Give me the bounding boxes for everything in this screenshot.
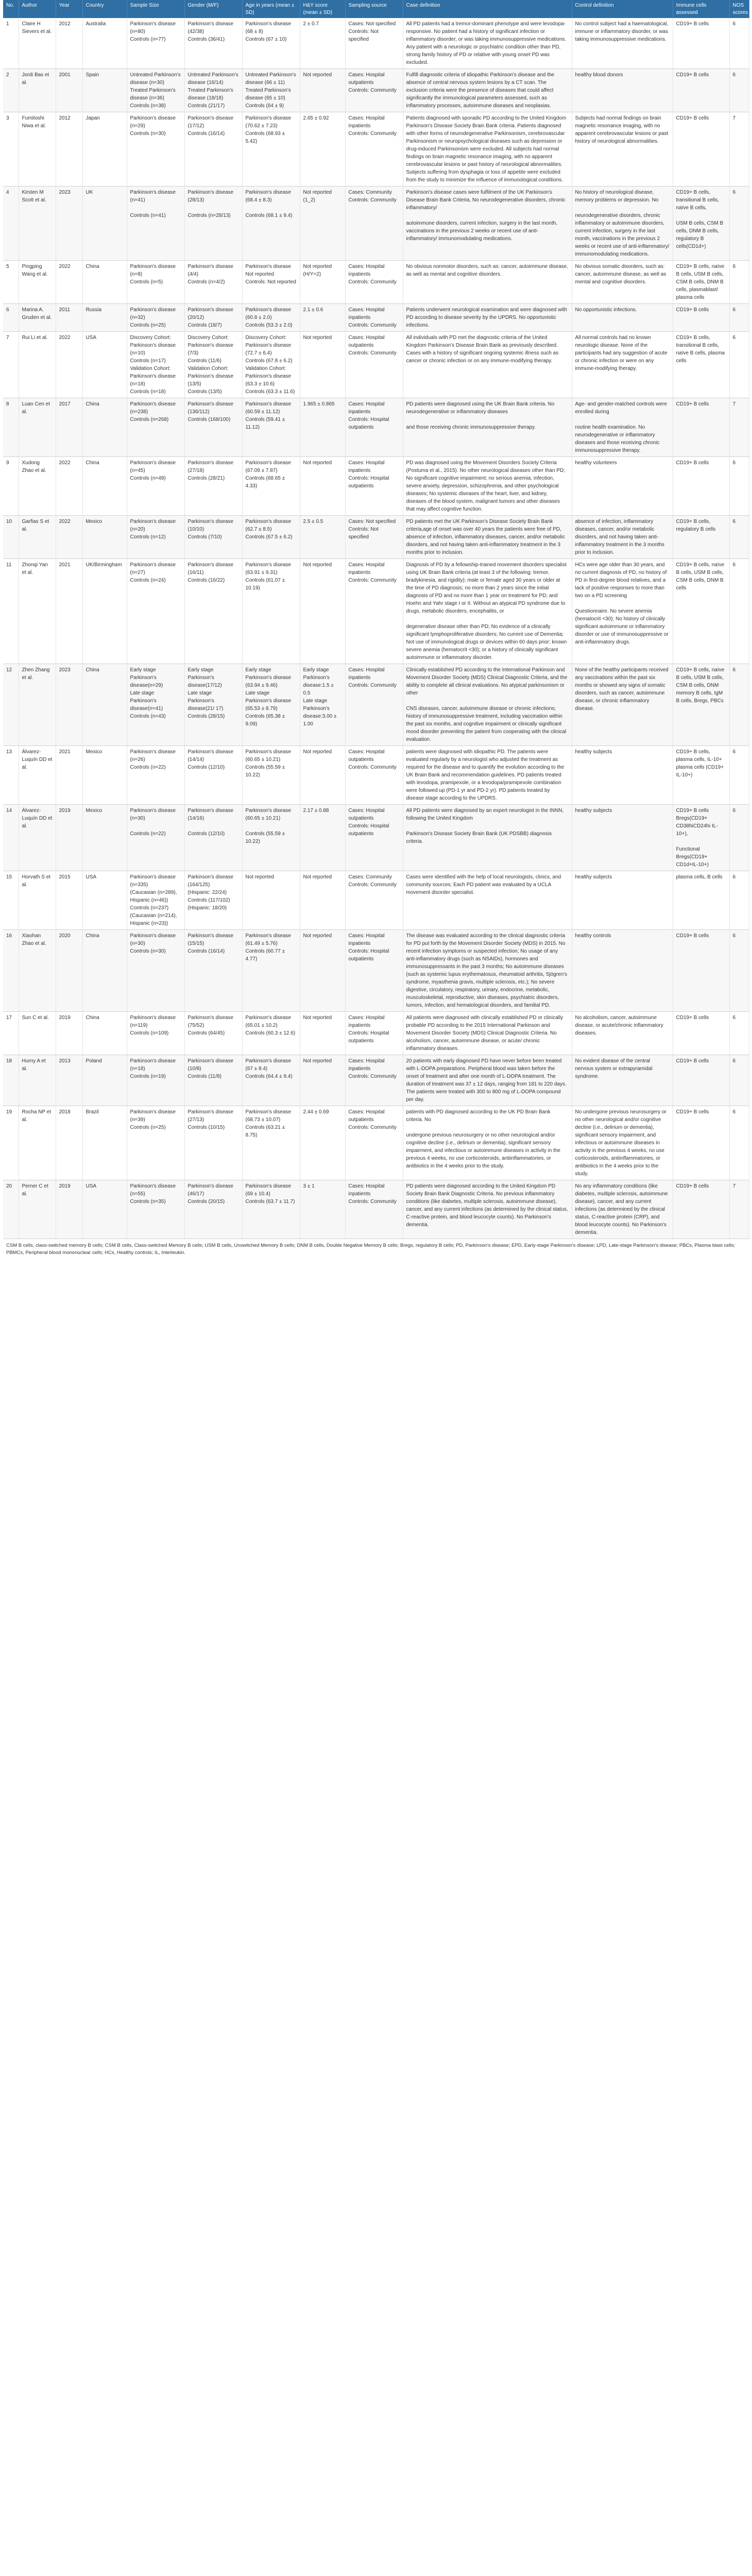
header-nos-scores: NOS scores — [729, 0, 749, 18]
cell-author: Álvarez-Luquín DD et al. — [19, 746, 56, 805]
cell-age: Parkinson's disease (68.73 ± 10.07) Controls (63.21 ± 8.75) — [242, 1106, 300, 1180]
cell-nos-scores: 7 — [729, 1180, 749, 1239]
cell-country: China — [82, 1012, 127, 1055]
cell-gender: Parkinson's disease (164/125) (Hispanic: 22/24) Controls (117/102) (Hispanic: 18/20) — [184, 871, 242, 930]
cell-sampling-source: Cases: Hospital outpatients Controls: Hospital outpatients — [345, 805, 403, 871]
cell-sample-size: Parkinson's disease (n=32) Controls (n=25) — [127, 304, 184, 332]
table-row — [3, 559, 749, 664]
cell-gender: Parkinson's disease (42/38) Controls (36/41) — [184, 18, 242, 69]
table-footnote: CSM B cells, class-switched memory B cells; CSM B cells, Class-switched Memory B cells; USM B cells, Unswitched Memory B cells; DNM B cells, Double Negative Memory B cells; Bregs, regulatory B cells; PD, Parkinson's disease; EPD, Early-stage Parkinson's disease; LPD, Late-stage Parkinson's disease; PBCs, Plasma blast cells; PBMCs, Peripheral blood mononuclear cells; HCs, Healthy controls; IL, Interleukin. — [6, 1243, 736, 1256]
cell-nos-scores: 6 — [729, 18, 749, 69]
header-age: Age in years (mean ± SD) — [242, 0, 300, 18]
cell-sampling-source: Cases: Hospital inpatients Controls: Community — [345, 1055, 403, 1106]
cell-hy-score: Not reported — [300, 930, 345, 1012]
cell-control-definition: HCs were age older than 30 years, and no current diagnosis of PD, no history of PD in first-degree blood relatives, and a lack of positive responses to more than two on a PD screening Questionnaire. No severe anemia (hematocrit <30); No history of clinically significant autoimmune or inflammatory disorder or use of immunosuppressive or anti-inflammatory drugs. — [572, 559, 673, 664]
cell-hy-score: 2.44 ± 0.69 — [300, 1106, 345, 1180]
table-header-row — [3, 0, 749, 18]
cell-country: USA — [82, 1180, 127, 1239]
cell-immune-cells: plasma cells, B cells — [673, 871, 729, 930]
cell-country: Poland — [82, 1055, 127, 1106]
cell-sample-size: Early stage Parkinson's disease(n=29) Late stage Parkinson's disease(n=41) Controls (n=43) — [127, 664, 184, 746]
cell-control-definition: No control subject had a haematological, immune or inflammatory disorder, or was taking immunosuppressive medications. — [572, 18, 673, 69]
cell-hy-score: Not reported (H/Y=2) — [300, 261, 345, 304]
cell-immune-cells: CD19+ B cells, transitional B cells, naïve B cells, USM B cells, CSM B cells, DNM B cells, regulatory B cells(CD1d+) — [673, 187, 729, 261]
cell-country: Russia — [82, 304, 127, 332]
cell-age: Parkinson's disease (68.4 ± 8.3) Controls (68.1 ± 9.4) — [242, 187, 300, 261]
cell-country: USA — [82, 871, 127, 930]
cell-immune-cells: CD19+ B cells — [673, 112, 729, 187]
table-row — [3, 261, 749, 304]
cell-sample-size: Parkinson's disease (n=55) Controls (n=35) — [127, 1180, 184, 1239]
cell-nos-scores: 6 — [729, 261, 749, 304]
cell-gender: Parkinson's disease (75/52) Controls (64/45) — [184, 1012, 242, 1055]
cell-sample-size: Parkinson's disease (n=30) Controls (n=30) — [127, 930, 184, 1012]
cell-year: 2022 — [56, 516, 82, 559]
cell-hy-score: Not reported (1_2) — [300, 187, 345, 261]
cell-case-definition: 20 patients with early diagnosed PD have never before been treated with L-DOPA preparations. Peripheral blood was taken before the onset of treatment and after one month of L-DOPA treatment. The duration of treatment was 37 ± 12 days, ranging from 181 to 220 days. The patients were treated with 300 to 800 mg of L-DOPA compound per day. — [403, 1055, 572, 1106]
cell-country: Mexico — [82, 746, 127, 805]
cell-year: 2019 — [56, 805, 82, 871]
cell-sampling-source: Cases: Not specified Controls: Not specified — [345, 18, 403, 69]
cell-control-definition: Subjects had normal findings on brain magnetic resonance imaging, with no apparent cerebrovascular lesions or past history of neurological abnormalities. — [572, 112, 673, 187]
table-row — [3, 1180, 749, 1239]
cell-case-definition: Fulfill diagnostic criteria of idiopathic Parkinson's disease and the absence of central nervous system lesions by a CT scan. The exclusion criteria were the presence of diseases that could affect significantly the immunological parameters assessed, such as inflammatory processes, autoimmune diseases and neoplasias. — [403, 69, 572, 112]
cell-author: Kirsten M Scott et al. — [19, 187, 56, 261]
cell-gender: Parkinson's disease (46/17) Controls (20/15) — [184, 1180, 242, 1239]
table-row — [3, 805, 749, 871]
cell-case-definition: Clinically established PD according to the International Parkinson and Movement Disorder Society (MDS) Clinical Diagnostic Criteria, and the ability to complete all clinical evaluations. No atypical parkinsonism or other CNS diseases, cancer, autoimmune disease or chronic infections; history of immunosuppressive treatment, including vaccination within the past six months, and cognitive impairment or clinically significant mood disorder preventing the patient from cooperating with the clinical evaluation. — [403, 664, 572, 746]
table-row — [3, 304, 749, 332]
cell-sampling-source: Cases: Hospital outpatients Controls: Community — [345, 746, 403, 805]
cell-sample-size: Parkinson's disease (n=20) Controls (n=12) — [127, 516, 184, 559]
cell-control-definition: healthy controls — [572, 930, 673, 1012]
cell-no: 2 — [3, 69, 19, 112]
cell-no: 4 — [3, 187, 19, 261]
cell-age: Parkinson's disease (65.01 ± 10.2) Controls (60.3 ± 12.6) — [242, 1012, 300, 1055]
cell-sampling-source: Cases: Community Controls: Community — [345, 187, 403, 261]
cell-gender: Parkinson's disease (136/112) Controls (168/100) — [184, 398, 242, 457]
cell-country: China — [82, 930, 127, 1012]
cell-sampling-source: Cases: Hospital inpatients Controls: Community — [345, 304, 403, 332]
cell-country: Australia — [82, 18, 127, 69]
cell-gender: Parkinson's disease (28/13) Controls (n=28/13) — [184, 187, 242, 261]
cell-immune-cells: CD19+ B cells — [673, 304, 729, 332]
cell-no: 12 — [3, 664, 19, 746]
cell-gender: Discovery Cohort: Parkinson's disease (7/3) Controls (11/6) Validation Cohort: Parkinson's disease (13/5) Controls (13/5) — [184, 332, 242, 398]
cell-control-definition: All normal controls had no known neurologic disease. None of the participants had any suggestion of acute or chronic infection or were on any immune-modifying therapy. — [572, 332, 673, 398]
cell-no: 6 — [3, 304, 19, 332]
cell-gender: Parkinson's disease (17/12) Controls (16/14) — [184, 112, 242, 187]
cell-sample-size: Parkinson's disease (n=27) Controls (n=24) — [127, 559, 184, 664]
cell-author: Horvath S et al. — [19, 871, 56, 930]
cell-case-definition: No obvious nonmotor disorders, such as: cancer, autoimmune disease, as well as mental and cognitive disorders. — [403, 261, 572, 304]
cell-nos-scores: 6 — [729, 1055, 749, 1106]
cell-gender: Parkinson's disease (10/8) Controls (11/8) — [184, 1055, 242, 1106]
cell-sample-size: Parkinson's disease (n=45) Controls (n=49) — [127, 457, 184, 516]
header-country: Country — [82, 0, 127, 18]
cell-case-definition: Cases were identified with the help of local neurologists, clinics, and community sources; Each PD patient was evaluated by a UCLA movement disorder specialist. — [403, 871, 572, 930]
cell-nos-scores: 7 — [729, 112, 749, 187]
cell-control-definition: No alcoholism, cancer, autoimmune disease, or acute/chronic inflammatory diseases. — [572, 1012, 673, 1055]
cell-sample-size: Parkinson's disease (n=39) Controls (n=25) — [127, 1106, 184, 1180]
cell-gender: Parkinson's disease (10/10) Controls (7/10) — [184, 516, 242, 559]
cell-author: Sun C et al. — [19, 1012, 56, 1055]
cell-author: Pingping Wang et al. — [19, 261, 56, 304]
table-row — [3, 69, 749, 112]
cell-control-definition: healthy subjects — [572, 746, 673, 805]
cell-sampling-source: Cases: Hospital inpatients Controls: Community — [345, 559, 403, 664]
cell-nos-scores: 6 — [729, 187, 749, 261]
table-row — [3, 187, 749, 261]
cell-hy-score: Not reported — [300, 871, 345, 930]
header-year: Year — [56, 0, 82, 18]
cell-control-definition: No opportunistic infections. — [572, 304, 673, 332]
cell-control-definition: No any inflammatory conditions (like diabetes, multiple sclerosis, autoimmune disease), cancer, and any current infections (as determined by the clinical status, C-reactive protein (CRP), and blood leucocyte counts). No Parkinson's dementia. — [572, 1180, 673, 1239]
cell-no: 18 — [3, 1055, 19, 1106]
cell-no: 7 — [3, 332, 19, 398]
cell-author: Claire H Sievers et al. — [19, 18, 56, 69]
cell-control-definition: Age- and gender-matched controls were enrolled during routine health examination. No neurodegenerative or inflammatory diseases and those receiving chronic immunosuppressive therapy. — [572, 398, 673, 457]
cell-immune-cells: CD19+ B cells, naïve B cells, USM B cells, CSM B cells, DNM B cells — [673, 559, 729, 664]
cell-nos-scores: 6 — [729, 516, 749, 559]
cell-year: 2023 — [56, 664, 82, 746]
cell-hy-score: 3 ± 1 — [300, 1180, 345, 1239]
cell-no: 3 — [3, 112, 19, 187]
cell-control-definition: healthy blood donors — [572, 69, 673, 112]
cell-age: Not reported — [242, 871, 300, 930]
cell-nos-scores: 6 — [729, 1106, 749, 1180]
cell-country: Mexico — [82, 516, 127, 559]
table-row — [3, 871, 749, 930]
cell-hy-score: Early stage Parkinson's disease:1.5 ± 0.5 Late stage Parkinson's disease:3.00 ± 1.00 — [300, 664, 345, 746]
cell-age: Parkinson's disease (69 ± 10.4) Controls (63.7 ± 11.7) — [242, 1180, 300, 1239]
cell-control-definition: None of the healthy participants received any vaccinations within the past six months or showed any signs of somatic disorders, such as cancer, autoimmune disease, or chronic inflammatory disease. — [572, 664, 673, 746]
cell-country: Mexico — [82, 805, 127, 871]
cell-nos-scores: 6 — [729, 746, 749, 805]
cell-no: 15 — [3, 871, 19, 930]
cell-immune-cells: CD19+ B cells — [673, 1106, 729, 1180]
table-row — [3, 664, 749, 746]
table-row — [3, 1055, 749, 1106]
cell-control-definition: No undergone previous neurosurgery or no other neurological and/or cognitive decline (i.e., delirium or dementia), significant sensory impairment, and infectious or autoimmune diseases in activity in the previous 4 weeks, no use corticosteroids, antiinflammatories, or antibiotics in the 4 weeks prior to the study. — [572, 1106, 673, 1180]
cell-country: UK — [82, 187, 127, 261]
cell-case-definition: Diagnosis of PD by a fellowship-trained movement disorders specialist using UK Brain Bank criteria (at least 3 of the following: tremor, bradykinesia, and rigidity); male or female aged 30 years or older at the time of PD diagnosis; no more than 2 years since the initial diagnosis of PD and no more than 1 year on treatment for PD; and Hoehn and Yahr stage I or II. Without an atypical PD syndrome due to drugs, metabolic disorders, encephalitis, or degenerative disease other than PD; No evidence of a clinically significant lymphoproliferative disorders; No current use of Dementia; Not use of immunological drugs or devices within 60 days prior; known severe anemia (hematocrit <30); or a history of clinically significant autoimmune or inflammatory disorder. — [403, 559, 572, 664]
cell-author: Zhonqi Yan et al. — [19, 559, 56, 664]
cell-gender: Parkinson's disease (27/13) Controls (10/15) — [184, 1106, 242, 1180]
cell-immune-cells: CD19+ B cells, regulatory B cells — [673, 516, 729, 559]
cell-immune-cells: CD19+ B cells — [673, 398, 729, 457]
cell-case-definition: Patients underwent neurological examination and were diagnosed with PD according to disease severity by the UPDRS. No opportunistic infections. — [403, 304, 572, 332]
table-row — [3, 18, 749, 69]
table-row — [3, 332, 749, 398]
cell-hy-score: Not reported — [300, 1012, 345, 1055]
cell-immune-cells: CD19+ B cells — [673, 18, 729, 69]
cell-author: Luan Cen et al. — [19, 398, 56, 457]
table-row — [3, 1106, 749, 1180]
cell-hy-score: 2.65 ± 0.92 — [300, 112, 345, 187]
cell-immune-cells: CD19+ B cells, naïve B cells, USM B cells, CSM B cells, DNM memory B cells, IgM B cells, Bregs, PBCs — [673, 664, 729, 746]
header-case-definition: Case definition — [403, 0, 572, 18]
cell-control-definition: healthy subjects — [572, 805, 673, 871]
header-sampling-source: Sampling source — [345, 0, 403, 18]
cell-year: 2022 — [56, 261, 82, 304]
cell-no: 9 — [3, 457, 19, 516]
cell-year: 2018 — [56, 1106, 82, 1180]
table-row — [3, 398, 749, 457]
table-row — [3, 746, 749, 805]
header-gender: Gender (M/F) — [184, 0, 242, 18]
cell-case-definition: PD patients were diagnosed using the UK Brain Bank criteria. No neurodegenerative or inflammatory diseases and those receiving chronic immunosuppressive therapy. — [403, 398, 572, 457]
cell-sampling-source: Cases: Hospital inpatients Controls: Community — [345, 261, 403, 304]
cell-no: 10 — [3, 516, 19, 559]
cell-gender: Parkinson's disease (14/16) Controls (12/10) — [184, 805, 242, 871]
cell-year: 2021 — [56, 559, 82, 664]
cell-country: China — [82, 398, 127, 457]
header-immune-cells: Immune cells assessed — [673, 0, 729, 18]
cell-year: 2013 — [56, 1055, 82, 1106]
cell-age: Parkinson's disease (68 ± 8) Controls (67 ± 10) — [242, 18, 300, 69]
cell-gender: Parkinson's disease (20/12) Controls (18/7) — [184, 304, 242, 332]
cell-immune-cells: CD19+ B cells — [673, 1055, 729, 1106]
cell-author: Álvarez-Luquín DD et al. — [19, 805, 56, 871]
cell-sample-size: Parkinson's disease (n=8) Controls (n=5) — [127, 261, 184, 304]
cell-year: 2021 — [56, 746, 82, 805]
cell-author: Xudong Zhao et al. — [19, 457, 56, 516]
cell-sampling-source: Cases: Hospital outpatients Controls: Community — [345, 1106, 403, 1180]
cell-country: China — [82, 664, 127, 746]
cell-country: UK/Birmingham — [82, 559, 127, 664]
cell-hy-score: 1.965 ± 0.865 — [300, 398, 345, 457]
cell-country: China — [82, 457, 127, 516]
cell-sample-size: Parkinson's disease (n=29) Controls (n=30) — [127, 112, 184, 187]
cell-no: 11 — [3, 559, 19, 664]
cell-year: 2023 — [56, 187, 82, 261]
cell-control-definition: healthy volunteers — [572, 457, 673, 516]
cell-year: 2015 — [56, 871, 82, 930]
cell-age: Parkinson's disease Not reported Controls: Not reported — [242, 261, 300, 304]
cell-immune-cells: CD19+ B cells — [673, 930, 729, 1012]
cell-year: 2019 — [56, 1180, 82, 1239]
table-row — [3, 516, 749, 559]
studies-table — [3, 0, 749, 1239]
cell-nos-scores: 6 — [729, 1012, 749, 1055]
cell-no: 17 — [3, 1012, 19, 1055]
cell-nos-scores: 6 — [729, 69, 749, 112]
table-row — [3, 1012, 749, 1055]
cell-sampling-source: Cases: Hospital inpatients Controls: Community — [345, 112, 403, 187]
cell-age: Parkinson's disease (62.7 ± 8.5) Controls (67.5 ± 6.2) — [242, 516, 300, 559]
cell-age: Early stage Parkinson's disease (63.94 ± 9.46) Late stage Parkinson's disease (65.53 ± 8.79) Controls (65.38 ± 9.09) — [242, 664, 300, 746]
cell-no: 8 — [3, 398, 19, 457]
cell-author: Hurny A et al. — [19, 1055, 56, 1106]
header-control-definition: Control definition — [572, 0, 673, 18]
cell-case-definition: All PD patients had a tremor-dominant phenotype and were levodopa-responsive. No patient had a history of significant infection or inflammatory disorder, or was taking immunosuppressive medications. Any patient with a neurologic or psychiatric condition other than PD, strong family history of PD or relative with young onset PD was excluded. — [403, 18, 572, 69]
cell-year: 2019 — [56, 1012, 82, 1055]
cell-case-definition: All individuals with PD met the diagnostic criteria of the United Kingdom Parkinson's Disease Brain Bank as previously described. Cases with a history of significant ongoing systemic illness such as cancer or chronic infection or on any immune-modifying therapy. — [403, 332, 572, 398]
table-row — [3, 112, 749, 187]
cell-gender: Parkinson's disease (15/15) Controls (16/14) — [184, 930, 242, 1012]
cell-gender: Parkinson's disease (14/14) Controls (12/10) — [184, 746, 242, 805]
cell-author: Xiaohan Zhao et al. — [19, 930, 56, 1012]
cell-author: Fumitoshi Niwa et al. — [19, 112, 56, 187]
cell-no: 19 — [3, 1106, 19, 1180]
cell-nos-scores: 6 — [729, 664, 749, 746]
cell-sample-size: Parkinson's disease (n=18) Controls (n=19) — [127, 1055, 184, 1106]
header-author: Author — [19, 0, 56, 18]
cell-sample-size: Parkinson's disease (n=80) Controls (n=77) — [127, 18, 184, 69]
cell-sampling-source: Cases: Hospital inpatients Controls: Hospital outpatients — [345, 1012, 403, 1055]
cell-sampling-source: Cases: Hospital inpatients Controls: Community — [345, 1180, 403, 1239]
header-no: No. — [3, 0, 19, 18]
cell-nos-scores: 6 — [729, 457, 749, 516]
cell-author: Rui Li et al. — [19, 332, 56, 398]
cell-hy-score: Not reported — [300, 746, 345, 805]
cell-nos-scores: 6 — [729, 304, 749, 332]
cell-case-definition: All PD patients were diagnosed by an expert neurologist in the INNN, following the United Kingdom Parkinson's Disease Society Brain Bank (UK PDSBB) diagnosis criteria. — [403, 805, 572, 871]
cell-sample-size: Parkinson's disease (n=119) Controls (n=109) — [127, 1012, 184, 1055]
cell-age: Parkinson's disease (60.65 ± 10.21) Controls (55.59 ± 10.22) — [242, 805, 300, 871]
cell-year: 2001 — [56, 69, 82, 112]
cell-no: 13 — [3, 746, 19, 805]
cell-nos-scores: 6 — [729, 332, 749, 398]
cell-hy-score: 2.17 ± 0.88 — [300, 805, 345, 871]
cell-control-definition: No evident disease of the central nervous system or extrapyramidal syndrome. — [572, 1055, 673, 1106]
cell-case-definition: PD patients were diagnosed according to the United Kingdom PD Society Brain Bank Diagnostic Criteria. No previous inflammatory conditions (like diabetes, multiple sclerosis, autoimmune disease), cancer, and any current infections (as determined by the clinical status, C-reactive protein, and blood leucocyte counts). No Parkinson's dementia. — [403, 1180, 572, 1239]
cell-gender: Parkinson's disease (16/11) Controls (16/22) — [184, 559, 242, 664]
cell-hy-score: Not reported — [300, 457, 345, 516]
cell-no: 5 — [3, 261, 19, 304]
cell-sampling-source: Cases: Not specified Controls: Not specified — [345, 516, 403, 559]
cell-country: Brazil — [82, 1106, 127, 1180]
cell-gender: Parkinson's disease (4/4) Controls (n=4/2) — [184, 261, 242, 304]
cell-immune-cells: CD19+ B cells, plasma cells, IL-10+ plasma cells (CD19+ IL-10+) — [673, 746, 729, 805]
cell-author: Zhen Zhang et al. — [19, 664, 56, 746]
cell-hy-score: 2 ± 0.7 — [300, 18, 345, 69]
cell-hy-score: Not reported — [300, 559, 345, 664]
cell-sample-size: Parkinson's disease (n=41) Controls (n=41) — [127, 187, 184, 261]
cell-year: 2020 — [56, 930, 82, 1012]
cell-hy-score: 2.1 ± 0.6 — [300, 304, 345, 332]
cell-case-definition: patients were diagnosed with idiopathic PD. The patients were evaluated regularly by a neurologist who adjusted the treatment as required for the disease and to quantify the evolution according to the UK Brain Bank and recommendation guidelines. PD patients treated with levodopa, pramipexole, or a levodopa/pramipexole combination were followed up (PD-1 yr and PD-2 yr). PD patients treated by disease stage according to the UPDRS. — [403, 746, 572, 805]
cell-sampling-source: Cases: Hospital inpatients Controls: Hospital outpatients — [345, 930, 403, 1012]
cell-case-definition: PD patients met the UK Parkinson's Disease Society Brain Bank criteria,age of onset was over 40 years the patients were free of PD, absence of infection, inflammatory diseases, cancer, and/or metabolic disorders, and not having taken anti-inflammatory treatment in the 3 months prior to inclusion. — [403, 516, 572, 559]
cell-no: 14 — [3, 805, 19, 871]
cell-immune-cells: CD19+ B cells, transitional B cells, naïve B cells, plasma cells — [673, 332, 729, 398]
cell-country: China — [82, 261, 127, 304]
cell-age: Parkinson's disease (67 ± 8.4) Controls (64.4 ± 9.4) — [242, 1055, 300, 1106]
cell-sample-size: Parkinson's disease (n=30) Controls (n=22) — [127, 805, 184, 871]
cell-age: Parkinson's disease (67.09 ± 7.87) Controls (68.65 ± 4.33) — [242, 457, 300, 516]
cell-author: Garfias S et al. — [19, 516, 56, 559]
cell-age: Untreated Parkinson's disease (66 ± 11) Treated Parkinson's disease (65 ± 10) Controls (64 ± 9) — [242, 69, 300, 112]
header-sample-size: Sample Size — [127, 0, 184, 18]
cell-control-definition: No obvious somatic disorders, such as: cancer, autoimmune disease, as well as mental and cognitive disorders. — [572, 261, 673, 304]
cell-gender: Early stage Parkinson's disease(17/12) Late stage Parkinson's disease(21/ 17) Controls (28/15) — [184, 664, 242, 746]
cell-nos-scores: 6 — [729, 805, 749, 871]
cell-hy-score: Not reported — [300, 332, 345, 398]
cell-year: 2017 — [56, 398, 82, 457]
cell-author: Perner C et al. — [19, 1180, 56, 1239]
cell-hy-score: Not reported — [300, 69, 345, 112]
cell-nos-scores: 6 — [729, 871, 749, 930]
cell-immune-cells: CD19+ B cells — [673, 1012, 729, 1055]
cell-gender: Parkinson's disease (27/18) Controls (28/21) — [184, 457, 242, 516]
cell-sampling-source: Cases: Hospital outpatients Controls: Community — [345, 332, 403, 398]
cell-author: Jordi Bas et al. — [19, 69, 56, 112]
cell-control-definition: healthy subjects — [572, 871, 673, 930]
cell-country: Japan — [82, 112, 127, 187]
cell-age: Parkinson's disease (60.8 ± 2.0) Controls (53.3 ± 2.0) — [242, 304, 300, 332]
cell-case-definition: The disease was evaluated according to the clinical diagnostic criteria for PD put forth by the Movement Disorder Society (MDS) in 2015. No recent infection symptoms or suspected infection; No usage of any anti-inflammatory drugs (such as NSAIDs), hormones and immunosuppressants in the past 3 months; No autoimmune diseases (such as systemic lupus erythematosus, rheumatoid arthritis, Sjögren's syndrome, myasthenia gravis, multiple sclerosis, etc.); No severe digestive, circulatory, respiratory, urinary, endocrine, metabolic, musculoskeletal, reproductive, skin diseases, psychiatric disorders, tumors, infection, and hematological disorders, and familial PD. — [403, 930, 572, 1012]
cell-case-definition: Patients diagnosed with sporadic PD according to the United Kingdom Parkinson's Disease Society Brain Bank criteria. Patients diagnosed with other forms of neurodegenerative Parkinsonism, cerebrovascular Parkinsonism or neuropsychological diseases such as depression or drug-induced Parkinsonism were excluded. All subjects had normal findings on brain magnetic resonance imaging, with no apparent cerebrovascular lesions or past history of neurological abnormalities. Subjects suffering from dysphagia or loss of appetite were excluded from the study to minimize the influence of immunological conditions. — [403, 112, 572, 187]
cell-author: Rocha NP et al. — [19, 1106, 56, 1180]
cell-case-definition: All patients were diagnosed with clinically established PD or clinically probable PD according to the 2015 International Parkinson and Movement Disorder Society (MDS) Clinical Diagnostic Criteria. No alcoholism, cancer, autoimmune disease, or acute/ chronic inflammatory diseases. — [403, 1012, 572, 1055]
cell-country: Spain — [82, 69, 127, 112]
cell-no: 1 — [3, 18, 19, 69]
cell-sample-size: Parkinson's disease (n=238) Controls (n=268) — [127, 398, 184, 457]
cell-age: Parkinson's disease (60.59 ± 11.12) Controls (59.41 ± 11.12) — [242, 398, 300, 457]
cell-immune-cells: CD19+ B cells Bregs(CD19+ CD38hiCD24hi IL-10+), Functional Bregs(CD19+ CD1d+IL-10+) — [673, 805, 729, 871]
cell-age: Parkinson's disease (63.91 ± 9.31) Controls (61.07 ± 10.19) — [242, 559, 300, 664]
cell-sampling-source: Cases: Hospital outpatients Controls: Community — [345, 69, 403, 112]
cell-age: Parkinson's disease (60.65 ± 10.21) Controls (55.59 ± 10.22) — [242, 746, 300, 805]
cell-immune-cells: CD19+ B cells — [673, 457, 729, 516]
cell-no: 16 — [3, 930, 19, 1012]
cell-gender: Untreated Parkinson's disease (16/14) Treated Parkinson's disease (18/18) Controls (21/17) — [184, 69, 242, 112]
cell-case-definition: patients with PD diagnosed according to the UK PD Brain Bank criteria. No undergone previous neurosurgery or no other neurological and/or cognitive decline (i.e., delirium or dementia), significant sensory impairment, and infectious or autoimmune diseases in activity in the previous 4 weeks, no use corticosteroids, antiinflammatories, or antibiotics in the 4 weeks prior to the study. — [403, 1106, 572, 1180]
cell-sample-size: Discovery Cohort: Parkinson's disease (n=10) Controls (n=17) Validation Cohort: Parkinson's disease (n=18) Controls (n=18) — [127, 332, 184, 398]
cell-nos-scores: 6 — [729, 559, 749, 664]
cell-year: 2012 — [56, 112, 82, 187]
cell-hy-score: 2.5 ± 0.5 — [300, 516, 345, 559]
cell-sample-size: Untreated Parkinson's disease (n=30) Treated Parkinson's disease (n=36) Controls (n=38) — [127, 69, 184, 112]
cell-nos-scores: 6 — [729, 930, 749, 1012]
cell-no: 20 — [3, 1180, 19, 1239]
cell-control-definition: absence of infection, inflammatory diseases, cancer, and/or metabolic disorders, and not having taken anti-inflammatory treatment in the 3 months prior to inclusion. — [572, 516, 673, 559]
cell-sampling-source: Cases: Hospital inpatients Controls: Hospital outpatients — [345, 457, 403, 516]
cell-sample-size: Parkinson's disease (n=26) Controls (n=22) — [127, 746, 184, 805]
cell-sampling-source: Cases: Hospital inpatients Controls: Community — [345, 664, 403, 746]
cell-case-definition: PD was diagnosed using the Movement Disorders Society Criteria (Postuma et al., 2015). No other neurological diseases other than PD; No significant cognitive impairment; no serious anemia, infection, severe anxiety, depression, schizophrenia, and other psychological diseases; No systemic diseases of the heart, liver, and kidney, diseases of the blood system, malignant tumors and other diseases that may affect cognitive function. — [403, 457, 572, 516]
cell-immune-cells: CD19+ B cells — [673, 1180, 729, 1239]
page — [0, 0, 752, 1262]
table-body — [3, 18, 749, 1239]
cell-age: Discovery Cohort: Parkinson's disease (72.7 ± 6.4) Controls (67.8 ± 6.2) Validation Cohort: Parkinson's disease (63.3 ± 10.6) Controls (63.3 ± 11.6) — [242, 332, 300, 398]
cell-year: 2012 — [56, 18, 82, 69]
header-hy-score: H&Y score (mean ± SD) — [300, 0, 345, 18]
cell-age: Parkinson's disease (61.49 ± 5.76) Controls (60.77 ± 4.77) — [242, 930, 300, 1012]
cell-sampling-source: Cases: Community Controls: Community — [345, 871, 403, 930]
cell-immune-cells: CD19+ B cells, naïve B cells, USM B cells, CSM B cells, DNM B cells, plasmablast/ plasma cells — [673, 261, 729, 304]
cell-year: 2022 — [56, 332, 82, 398]
cell-hy-score: Not reported — [300, 1055, 345, 1106]
cell-year: 2022 — [56, 457, 82, 516]
table-row — [3, 930, 749, 1012]
cell-year: 2011 — [56, 304, 82, 332]
table-row — [3, 457, 749, 516]
cell-nos-scores: 7 — [729, 398, 749, 457]
cell-author: Marina A. Gruden et al. — [19, 304, 56, 332]
cell-sample-size: Parkinson's disease (n=335) (Caucasian (n=289), Hispanic (n=46)) Controls (n=237) (Caucasian (n=214), Hispanic (n=23)) — [127, 871, 184, 930]
cell-immune-cells: CD19+ B cells — [673, 69, 729, 112]
cell-case-definition: Parkinson's disease cases were fulfilment of the UK Parkinson's Disease Brain Bank Criteria, No neurodegenerative disorders, chronic inflammatory/ autoimmune disorders, current infection, surgery in the last month, vaccinations in the previous 2 weeks or recent use of anti-inflammatory/ immunomodulating medications. — [403, 187, 572, 261]
cell-age: Parkinson's disease (70.62 ± 7.23) Controls (68.93 ± 5.42) — [242, 112, 300, 187]
cell-sampling-source: Cases: Hospital inpatients Controls: Hospital outpatients — [345, 398, 403, 457]
cell-country: USA — [82, 332, 127, 398]
cell-control-definition: No history of neurological disease, memory problems or depression. No neurodegenerative disorders, chronic inflammatory or autoimmune disorders, current infection, surgery in the last month, vaccinations in the previous 2 weeks or recent use of anti-inflammatory/ immunomodulating medications. — [572, 187, 673, 261]
